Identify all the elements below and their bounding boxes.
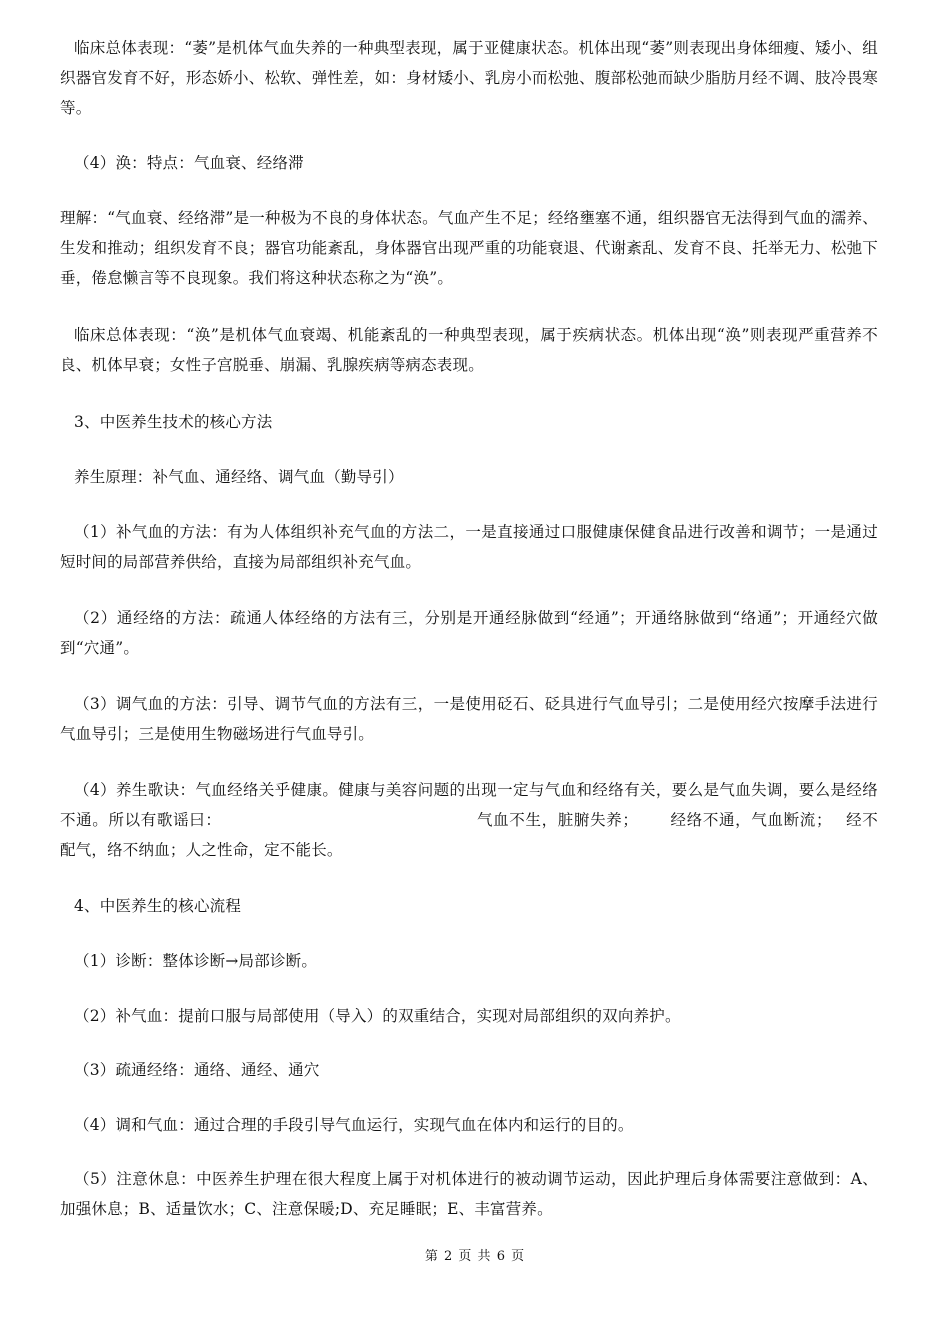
paragraph-method-1: （1）补气血的方法：有为人体组织补充气血的方法二，一是直接通过口服健康保健食品进行改善和调节；一是通过短时间的局部营养供给，直接为局部组织补充气血。 <box>60 523 878 571</box>
song-line-3: 经不配气，络不纳血；人之性命，定不能长。 <box>60 811 878 859</box>
paragraph-huan-clinical: 临床总体表现：“涣”是机体气血衰竭、机能紊乱的一种典型表现，属于疾病状态。机体出现“涣”则表现严重营养不良、机体早衰；女性子宫脱垂、崩漏、乳腺疾病等病态表现。 <box>60 326 878 374</box>
paragraph-step-3: （3）疏通经络：通络、通经、通穴 <box>74 1061 320 1079</box>
song-line-2: 经络不通，气血断流； <box>670 811 832 829</box>
paragraph-wei-clinical: 临床总体表现：“萎”是机体气血失养的一种典型表现，属于亚健康状态。机体出现“萎”则表现出身体细瘦、矮小、组织器官发育不好，形态娇小、松软、弹性差，如：身材矮小、乳房小而松弛、腹部松弛而缺少脂肪月经不调、肢冷畏寒等。 <box>60 39 878 117</box>
paragraph-huan-understanding: 理解：“气血衰、经络滞”是一种极为不良的身体状态。气血产生不足；经络壅塞不通，组织器官无法得到气血的濡养、生发和推动；组织发育不良；器官功能紊乱，身体器官出现严重的功能衰退、代谢紊乱、发育不良、托举无力、松弛下垂，倦怠懒言等不良现象。我们将这种状态称之为“涣”。 <box>60 209 878 287</box>
page-footer: 第 2 页 共 6 页 <box>424 1249 526 1264</box>
paragraph-huan-heading: （4）涣：特点：气血衰、经络滞 <box>74 154 304 172</box>
section-heading-3: 3、中医养生技术的核心方法 <box>74 413 273 431</box>
paragraph-step-4: （4）调和气血：通过合理的手段引导气血运行，实现气血在体内和运行的目的。 <box>74 1116 634 1134</box>
paragraph-principle: 养生原理：补气血、通经络、调气血（勤导引） <box>74 468 404 486</box>
song-intro: （4）养生歌诀：气血经络关乎健康。健康与美容问题的出现一定与气血和经络有关，要么是气血失调，要么是经络不通。所以有歌谣曰： <box>60 781 878 829</box>
paragraph-song <box>60 775 878 865</box>
paragraph-step-2: （2）补气血：提前口服与局部使用（导入）的双重结合，实现对局部组织的双向养护。 <box>74 1007 681 1025</box>
song-line-1: 气血不生，脏腑失养； <box>476 811 639 829</box>
paragraph-method-2: （2）通经络的方法：疏通人体经络的方法有三，分别是开通经脉做到“经通”；开通络脉做到“络通”；开通经穴做到“穴通”。 <box>60 609 878 657</box>
paragraph-step-5: （5）注意休息：中医养生护理在很大程度上属于对机体进行的被动调节运动，因此护理后身体需要注意做到：A、加强休息；B、适量饮水；C、注意保暖;D、充足睡眠；E、丰富营养。 <box>60 1170 878 1218</box>
section-heading-4: 4、中医养生的核心流程 <box>74 897 242 915</box>
paragraph-step-1: （1）诊断：整体诊断→局部诊断。 <box>74 952 318 970</box>
paragraph-method-3: （3）调气血的方法：引导、调节气血的方法有三，一是使用砭石、砭具进行气血导引；二是使用经穴按摩手法进行气血导引；三是使用生物磁场进行气血导引。 <box>60 695 878 743</box>
